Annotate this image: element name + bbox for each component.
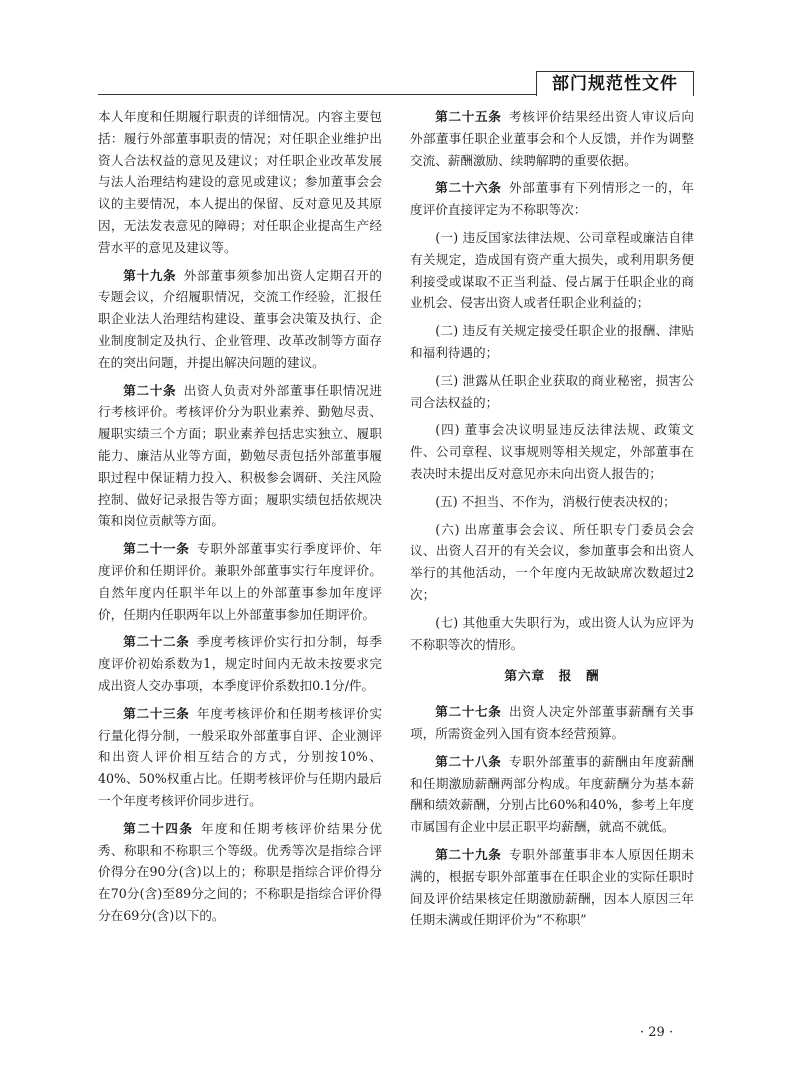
- article-text: 专职外部董事非本人原因任期未满的，根据专职外部董事在任职企业的实际任职时间及评价结果核定任期激励薪酬，因本人原因三年任期未满或任期评价为“不称职”: [410, 846, 695, 928]
- right-column: [410, 106, 694, 937]
- article-label: 第二十八条: [435, 753, 502, 769]
- list-item: (二) 违反有关规定接受任职企业的报酬、津贴和福利待遇的；: [410, 323, 694, 360]
- article-label: 第二十二条: [123, 634, 190, 650]
- article-28: [410, 751, 694, 838]
- article-label: 第二十四条: [123, 820, 194, 836]
- article-label: 第二十一条: [123, 541, 190, 557]
- list-item: (七) 其他重大失职行为，或出资人认为应评为不称职等次的情形。: [410, 614, 694, 652]
- article-label: 第二十九条: [435, 846, 502, 862]
- article-text: 专职外部董事的薪酬由年度薪酬和任期激励薪酬两部分构成。年度薪酬分为基本薪酬和绩效薪酬，分别占比60%和40%，参考上年度市属国有企业中层正职平均薪酬，就高不就低。: [410, 753, 695, 835]
- article-21: [98, 538, 382, 625]
- list-item: (五) 不担当、不作为，消极行使表决权的；: [435, 493, 676, 509]
- article-label: 第二十三条: [123, 705, 190, 721]
- list-item: (四) 董事会决议明显违反法律法规、政策文件、公司章程、议事规则等相关规定，外部董事在表决时未提出反对意见亦未向出资人报告的；: [410, 422, 694, 481]
- list-item: (六) 出席董事会会议、所任职专门委员会会议、出资人召开的有关会议，参加董事会和出资人举行的其他活动，一个年度内无故缺席次数超过2次；: [410, 521, 694, 602]
- article-text: 出资人决定外部董事薪酬有关事项，所需资金列入国有资本经营预算。: [410, 704, 695, 741]
- article-label: 第二十条: [123, 382, 177, 398]
- article-24: [98, 818, 382, 927]
- page-number: · 29 ·: [640, 1025, 674, 1040]
- article-27: [410, 701, 694, 745]
- article-text: 外部董事须参加出资人定期召开的专题会议，介绍履职情况，交流工作经验，汇报任职企业法人治理结构建设、董事会决策及执行、企业制度制定及执行、企业管理、改革改制等方面存在的突出问题，并提出解决问题的建议。: [98, 267, 383, 370]
- list-item: (一) 违反国家法律法规、公司章程或廉洁自律有关规定，造成国有资产重大损失，或利用职务便利接受或谋取不正当利益、侵占属于任职企业的商业机会、侵害出资人或者任职企业利益的；: [410, 229, 694, 311]
- article-text: 季度考核评价实行扣分制，每季度评价初始系数为1，规定时间内无故未按要求完成出资人交办事项，本季度评价系数扣0.1分/件。: [98, 634, 383, 693]
- article-22: [98, 631, 382, 696]
- article-text: 专职外部董事实行季度评价、年度评价和任期评价。兼职外部董事实行年度评价。自然年度内任职半年以上的外部董事参加年度评价，任期内任职两年以上外部董事参加任期评价。: [98, 541, 383, 622]
- article-text: 出资人负责对外部董事任职情况进行考核评价。考核评价分为职业素养、勤勉尽责、履职实绩三个方面；职业素养包括忠实独立、履职能力、廉洁从业等方面，勤勉尽责包括外部董事履职过程中保证精力投入、积极参会调研、关注风险控制、做好记录报告等方面；履职实绩包括依规决策和岗位贡献等方面。: [98, 382, 383, 529]
- article-25: [410, 106, 694, 171]
- section-title: 部门规范性文件: [536, 71, 694, 96]
- left-column: [98, 106, 382, 933]
- article-label: 第二十七条: [435, 704, 502, 720]
- article-text: 外部董事有下列情形之一的，年度评价直接评定为不称职等次：: [410, 180, 695, 218]
- paragraph-continuation: 本人年度和任期履行职责的详细情况。内容主要包括：履行外部董事职责的情况；对任职企业维护出资人合法权益的意见及建议；对任职企业改革发展与法人治理结构建设的意见或建议；参加董事会会议的主要情况，本人提出的保留、反对意见及其原因，无法发表意见的障碍；对任职企业提高生产经营水平的意见及建议等。: [98, 109, 382, 255]
- article-29: [410, 844, 694, 931]
- article-26: [410, 177, 694, 221]
- article-text: 年度和任期考核评价结果分优秀、称职和不称职三个等级。优秀等次是指综合评价得分在90分(含)以上的；称职是指综合评价得分在70分(含)至89分之间的；不称职是指综合评价得分在69分(含)以下的。: [98, 820, 383, 923]
- article-20: [98, 380, 382, 533]
- article-text: 年度考核评价和任期考核评价实行量化得分制，一般采取外部董事自评、企业测评和出资人评价相互结合的方式，分别按10%、40%、50%权重占比。任期考核评价与任期内最后一个年度考核评价同步进行。: [98, 705, 383, 808]
- article-23: [98, 703, 382, 812]
- chapter-heading: 第六章 报 酬: [504, 668, 600, 684]
- list-item: (三) 泄露从任职企业获取的商业秘密，损害公司合法权益的；: [410, 372, 694, 410]
- article-text: 考核评价结果经出资人审议后向外部董事任职企业董事会和个人反馈，并作为调整交流、薪酬激励、续聘解聘的重要依据。: [410, 109, 695, 168]
- article-19: [98, 265, 382, 374]
- article-label: 第二十五条: [435, 109, 502, 124]
- article-label: 第十九条: [123, 267, 177, 283]
- article-label: 第二十六条: [435, 180, 502, 196]
